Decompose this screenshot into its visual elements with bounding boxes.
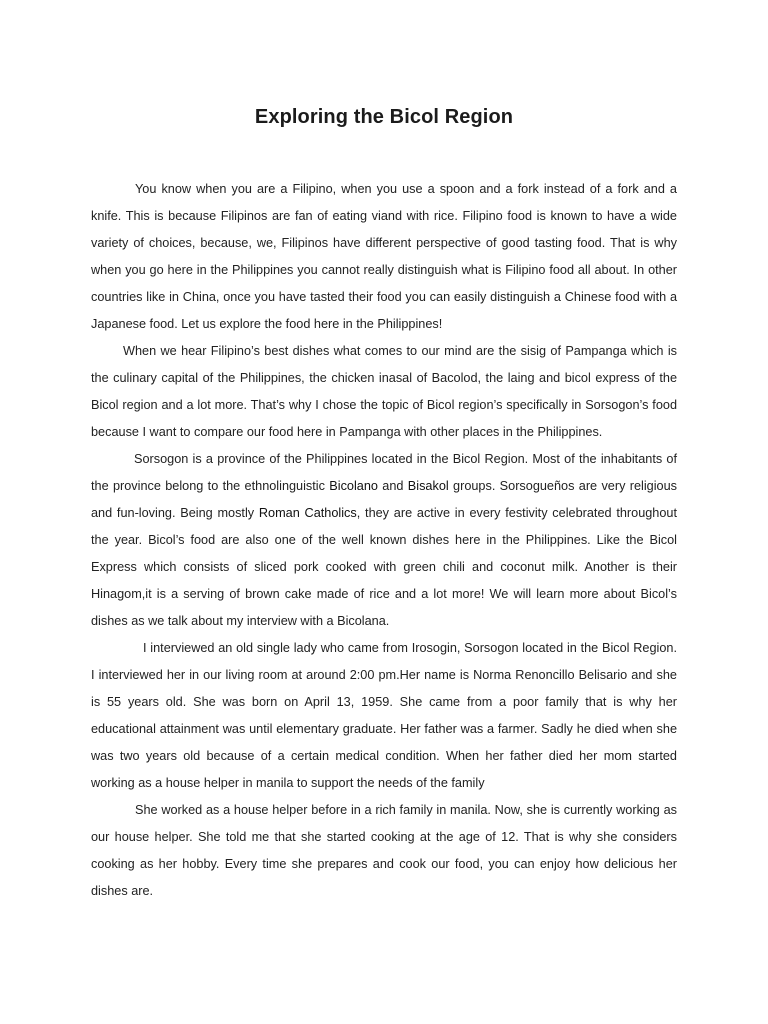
document-title: Exploring the Bicol Region [254, 106, 514, 128]
paragraph-sorsogon [91, 446, 677, 635]
sorsogon-text-3: groups. Sorsogueños are very religious and fun-loving. Being mostly [91, 479, 677, 520]
link-roman-catholics[interactable]: Roman Catholics [258, 506, 357, 520]
sorsogon-text-4: , they are active in every festivity celebrated throughout the year. Bicol’s food are also one of the well known dishes here in the Philippines. Like the Bicol Express which consists of sliced pork cooked with green chili and coconut milk. Another is their Hinagom,it is a serving of brown cake made of rice and a lot more! We will learn more about Bicol’s dishes as we talk about my interview with a Bicolana. [91, 506, 677, 628]
document-body [91, 176, 677, 905]
link-bicolano[interactable]: Bicolano [329, 479, 378, 493]
link-bisakol[interactable]: Bisakol [407, 479, 449, 493]
paragraph-interview: I interviewed an old single lady who came from Irosogin, Sorsogon located in the Bicol Region. I interviewed her in our living room at around 2:00 pm.Her name is Norma Renoncillo Belisario and she is 55 years old. She was born on April 13, 1959. She came from a poor family that is why her educational attainment was until elementary graduate. Her father was a farmer. Sadly he died when she was two years old because of a certain medical condition. When her father died her mom started working as a house helper in manila to support the needs of the family [91, 641, 677, 790]
paragraph-house-helper: She worked as a house helper before in a rich family in manila. Now, she is currently working as our house helper. She told me that she started cooking at the age of 12. That is why she considers cooking as her hobby. Every time she prepares and cook our food, you can enjoy how delicious her dishes are. [91, 803, 677, 898]
paragraph-intro: You know when you are a Filipino, when you use a spoon and a fork instead of a fork and a knife. This is because Filipinos are fan of eating viand with rice. Filipino food is known to have a wide variety of choices, because, we, Filipinos have different perspective of good tasting food. That is why when you go here in the Philippines you cannot really distinguish what is Filipino food all about. In other countries like in China, once you have tasted their food you can easily distinguish a Chinese food with a Japanese food. Let us explore the food here in the Philippines! [91, 182, 677, 331]
paragraph-filipino-dishes: When we hear Filipino’s best dishes what comes to our mind are the sisig of Pampanga which is the culinary capital of the Philippines, the chicken inasal of Bacolod, the laing and bicol express of the Bicol region and a lot more. That’s why I chose the topic of Bicol region’s specifically in Sorsogon’s food because I want to compare our food here in Pampanga with other places in the Philippines. [91, 344, 677, 439]
sorsogon-text-2: and [377, 479, 408, 493]
sorsogon-text-1: Sorsogon is a province of the Philippines located in the Bicol Region. Most of the inhabitants of the province belong to the ethnolinguistic [91, 452, 677, 493]
